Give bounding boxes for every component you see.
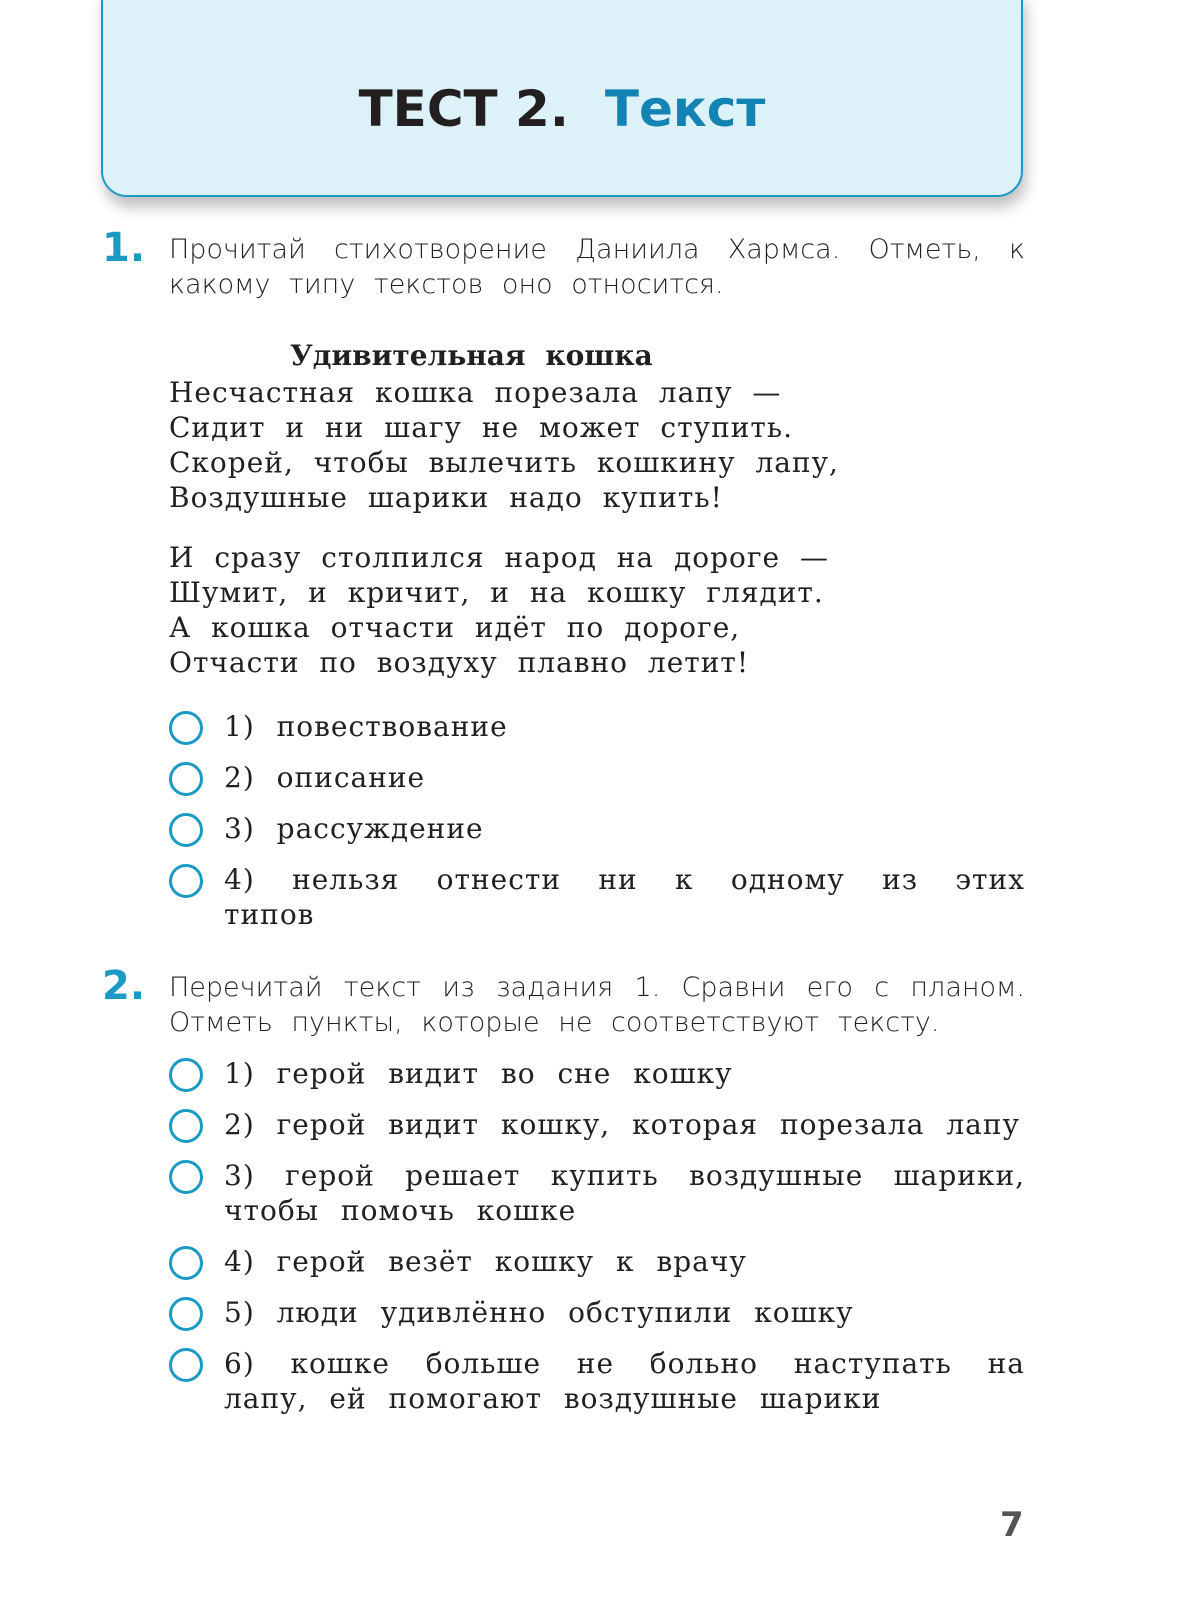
option-label: 5) люди удивлённо обступили кошку <box>224 1296 854 1329</box>
answer-circle[interactable] <box>169 1246 203 1280</box>
poem-line: Шумит, и кричит, и на кошку глядит. <box>169 576 824 609</box>
poem-line: Скорей, чтобы вылечить кошкину лапу, <box>169 446 839 479</box>
answer-circle[interactable] <box>169 1160 203 1194</box>
poem-stanza-2 <box>169 540 829 680</box>
poem-title: Удивительная кошка <box>290 339 653 372</box>
task-2-option-2 <box>169 1107 1025 1142</box>
option-label: 4) герой везёт кошку к врачу <box>224 1245 747 1278</box>
option-label: 3) рассуждение <box>224 812 484 845</box>
test-label: ТЕСТ 2. <box>358 80 569 138</box>
answer-circle[interactable] <box>169 1348 203 1382</box>
poem-line: Несчастная кошка порезала лапу — <box>169 376 782 409</box>
answer-circle[interactable] <box>169 1297 203 1331</box>
task-1-option-3 <box>169 811 1025 846</box>
task-1-option-1 <box>169 709 1025 744</box>
page-number: 7 <box>1000 1505 1024 1545</box>
option-label: 1) герой видит во сне кошку <box>224 1057 733 1090</box>
task-2-option-5 <box>169 1295 1025 1330</box>
option-label: 2) герой видит кошку, которая порезала лапу <box>224 1108 1020 1141</box>
task-2-option-4 <box>169 1244 1025 1279</box>
answer-circle[interactable] <box>169 1109 203 1143</box>
option-label: 2) описание <box>224 761 426 794</box>
task-2-option-6 <box>169 1346 1025 1416</box>
poem-line: И сразу столпился народ на дороге — <box>169 541 829 574</box>
task-1-option-4 <box>169 862 1025 932</box>
option-label: 3) герой решает купить воздушные шарики, чтобы помочь кошке <box>224 1159 1025 1227</box>
test-topic: Текст <box>604 80 766 138</box>
task-2-option-1 <box>169 1056 1025 1091</box>
answer-circle[interactable] <box>169 762 203 796</box>
test-header <box>101 0 1023 197</box>
answer-circle[interactable] <box>169 1058 203 1092</box>
poem-line: Сидит и ни шагу не может ступить. <box>169 411 794 444</box>
option-label: 4) нельзя отнести ни к одному из этих типов <box>224 863 1025 931</box>
task-2-number: 2. <box>102 963 146 1009</box>
poem-line: Отчасти по воздуху плавно летит! <box>169 646 750 679</box>
poem-line: Воздушные шарики надо купить! <box>169 481 723 514</box>
task-1-number: 1. <box>102 225 146 271</box>
task-1-option-2 <box>169 760 1025 795</box>
task-1-prompt: Прочитай стихотворение Даниила Хармса. Отметь, к какому типу текстов оно относится. <box>169 234 1025 300</box>
option-label: 6) кошке больше не больно наступать на лапу, ей помогают воздушные шарики <box>224 1347 1025 1415</box>
answer-circle[interactable] <box>169 813 203 847</box>
answer-circle[interactable] <box>169 864 203 898</box>
poem-line: А кошка отчасти идёт по дороге, <box>169 611 741 644</box>
task-2-prompt: Перечитай текст из задания 1. Сравни его с планом. Отметь пункты, которые не соответствуют тексту. <box>169 972 1025 1038</box>
test-title <box>103 80 1021 138</box>
option-label: 1) повествование <box>224 710 508 743</box>
poem-stanza-1 <box>169 375 839 515</box>
answer-circle[interactable] <box>169 711 203 745</box>
task-2-option-3 <box>169 1158 1025 1228</box>
